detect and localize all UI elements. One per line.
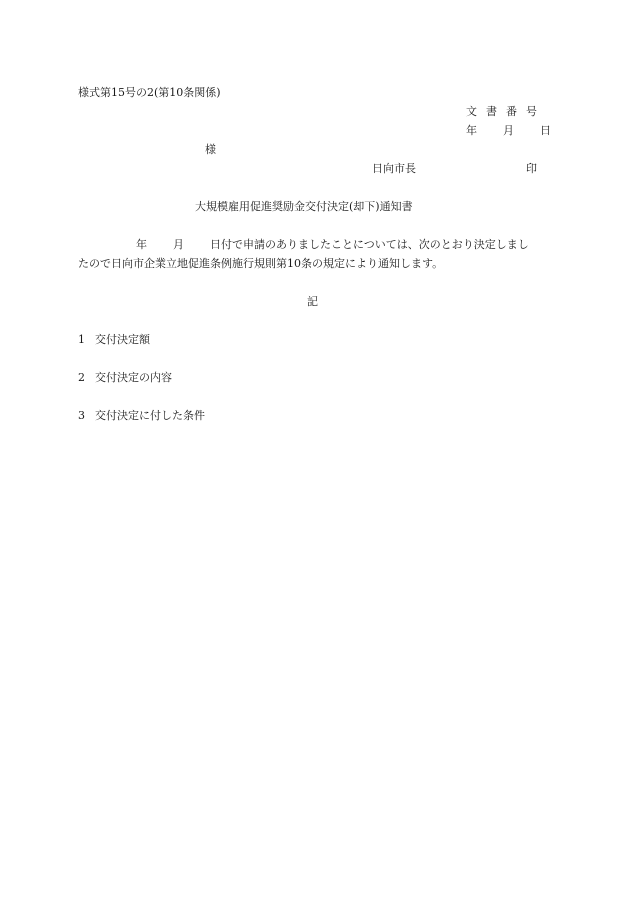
- body-month-label: 月: [173, 238, 184, 251]
- form-label: 様式第15号の2(第10条関係): [78, 86, 221, 99]
- issue-date: [466, 125, 551, 136]
- item-label: 交付決定の内容: [95, 371, 172, 384]
- item-label: 交付決定額: [95, 333, 150, 346]
- list-item: [78, 372, 172, 383]
- date-month-label: 月: [503, 124, 514, 137]
- item-number: 3: [78, 409, 85, 422]
- seal-mark: 印: [526, 162, 537, 175]
- body-text-line-2: たので日向市企業立地促進条例施行規則第10条の規定により通知します。: [78, 257, 444, 270]
- item-number: 1: [78, 333, 85, 346]
- list-item: [78, 410, 205, 421]
- body-text-rest: 日付で申請のありましたことについては、次のとおり決定しまし: [210, 238, 529, 251]
- item-label: 交付決定に付した条件: [95, 409, 205, 422]
- document-title: 大規模雇用促進奨励金交付決定(却下)通知書: [195, 200, 413, 213]
- addressee-suffix: 様: [205, 143, 216, 156]
- date-day-label: 日: [540, 124, 551, 137]
- item-number: 2: [78, 371, 85, 384]
- list-item: [78, 334, 150, 345]
- date-year-label: 年: [466, 124, 477, 137]
- ki-heading: 記: [307, 295, 318, 308]
- document-number-label: 文書番号: [466, 105, 546, 118]
- body-text-line-1: [136, 239, 529, 250]
- issuer-name: 日向市長: [372, 162, 416, 175]
- body-year-label: 年: [136, 238, 147, 251]
